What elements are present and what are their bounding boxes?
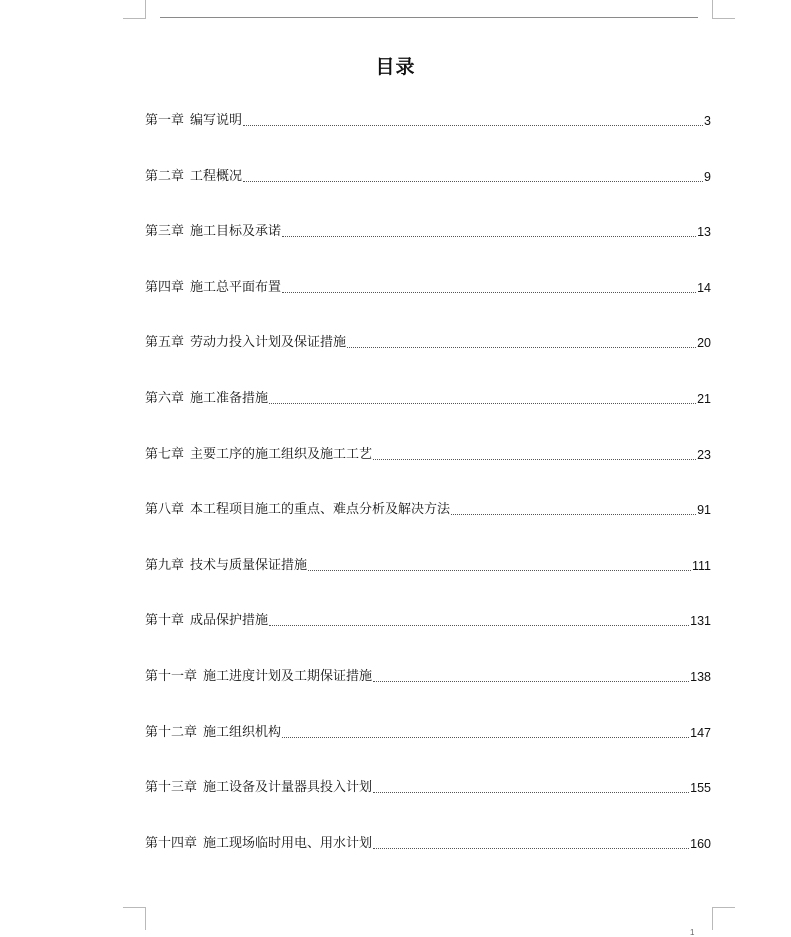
toc-dot-leader	[347, 332, 696, 348]
toc-dot-leader	[269, 388, 696, 404]
toc-page-number: 9	[704, 169, 711, 184]
toc-entry[interactable]	[145, 277, 711, 333]
toc-chapter-title: 编写说明	[190, 113, 243, 128]
toc-chapter-number: 第八章	[145, 502, 185, 518]
toc-dot-leader	[243, 166, 703, 182]
toc-page-number: 20	[697, 336, 711, 351]
toc-chapter-title: 施工目标及承诺	[190, 224, 282, 240]
toc-chapter-number: 第十二章	[145, 724, 198, 740]
toc-dot-leader	[373, 833, 689, 849]
toc-chapter-number: 第十章	[145, 613, 185, 629]
toc-page-number: 14	[697, 280, 711, 295]
toc-dot-leader	[308, 555, 691, 571]
toc-entry[interactable]	[145, 332, 711, 388]
toc-dot-leader	[282, 722, 689, 738]
toc-chapter-number: 第四章	[145, 279, 185, 295]
toc-dot-leader	[373, 777, 689, 793]
toc-chapter-title: 施工准备措施	[190, 390, 269, 406]
toc-page-number: 3	[704, 114, 711, 128]
toc-dot-leader	[282, 277, 696, 293]
toc-chapter-title: 施工总平面布置	[190, 279, 282, 295]
toc-chapter-number: 第九章	[145, 557, 185, 573]
toc-page-number: 111	[691, 558, 711, 573]
crop-mark-bottom-left	[123, 907, 146, 930]
toc-entry[interactable]	[145, 555, 711, 611]
toc-chapter-title: 本工程项目施工的重点、难点分析及解决方法	[190, 502, 451, 518]
toc-chapter-number: 第七章	[145, 446, 185, 462]
toc-page-number: 21	[697, 391, 711, 406]
footer-page-mark: 1	[690, 928, 695, 937]
toc-dot-leader	[373, 666, 689, 682]
crop-mark-top-left	[123, 0, 146, 19]
toc-chapter-number: 第一章	[145, 113, 185, 128]
toc-chapter-number: 第六章	[145, 390, 185, 406]
toc-chapter-title: 工程概况	[190, 168, 243, 184]
toc-chapter-number: 第二章	[145, 168, 185, 184]
toc-entry[interactable]	[145, 166, 711, 222]
toc-page-number: 155	[690, 781, 711, 796]
toc-entry[interactable]	[145, 110, 711, 166]
toc-chapter-title: 施工现场临时用电、用水计划	[203, 835, 373, 851]
toc-entry[interactable]	[145, 722, 711, 778]
toc-entry[interactable]	[145, 444, 711, 500]
toc-chapter-number: 第十三章	[145, 780, 198, 796]
toc-dot-leader	[243, 110, 703, 126]
toc-title: 目录	[375, 56, 416, 78]
toc-entry[interactable]	[145, 610, 711, 666]
toc-page-number: 147	[690, 725, 711, 740]
toc-dot-leader	[451, 499, 696, 515]
toc-entry[interactable]	[145, 666, 711, 722]
toc-chapter-title: 劳动力投入计划及保证措施	[190, 335, 347, 351]
toc-page-number: 13	[697, 225, 711, 240]
toc-chapter-number: 第十四章	[145, 835, 198, 851]
toc-dot-leader	[269, 610, 689, 626]
toc-entry[interactable]	[145, 833, 711, 889]
toc-entry[interactable]	[145, 777, 711, 833]
toc-chapter-title: 成品保护措施	[190, 613, 269, 629]
header-rule	[160, 17, 698, 18]
toc-chapter-number: 第十一章	[145, 668, 198, 684]
toc-page-number: 91	[697, 503, 711, 518]
toc-chapter-title: 技术与质量保证措施	[190, 557, 308, 573]
toc-chapter-number: 第三章	[145, 224, 185, 240]
toc-page-number: 131	[690, 614, 711, 629]
crop-mark-bottom-right	[712, 907, 735, 930]
toc-chapter-title: 施工组织机构	[203, 724, 282, 740]
table-of-contents	[145, 110, 711, 888]
toc-entry[interactable]	[145, 499, 711, 555]
toc-chapter-title: 施工设备及计量器具投入计划	[203, 780, 373, 796]
toc-dot-leader	[282, 221, 696, 237]
toc-entry[interactable]	[145, 388, 711, 444]
toc-page-number: 160	[690, 836, 711, 851]
toc-chapter-number: 第五章	[145, 335, 185, 351]
crop-mark-top-right	[712, 0, 735, 19]
toc-chapter-title: 施工进度计划及工期保证措施	[203, 668, 373, 684]
toc-chapter-title: 主要工序的施工组织及施工工艺	[190, 446, 373, 462]
toc-page-number: 138	[690, 669, 711, 684]
toc-entry[interactable]	[145, 221, 711, 277]
toc-dot-leader	[373, 444, 696, 460]
toc-page-number: 23	[697, 447, 711, 462]
